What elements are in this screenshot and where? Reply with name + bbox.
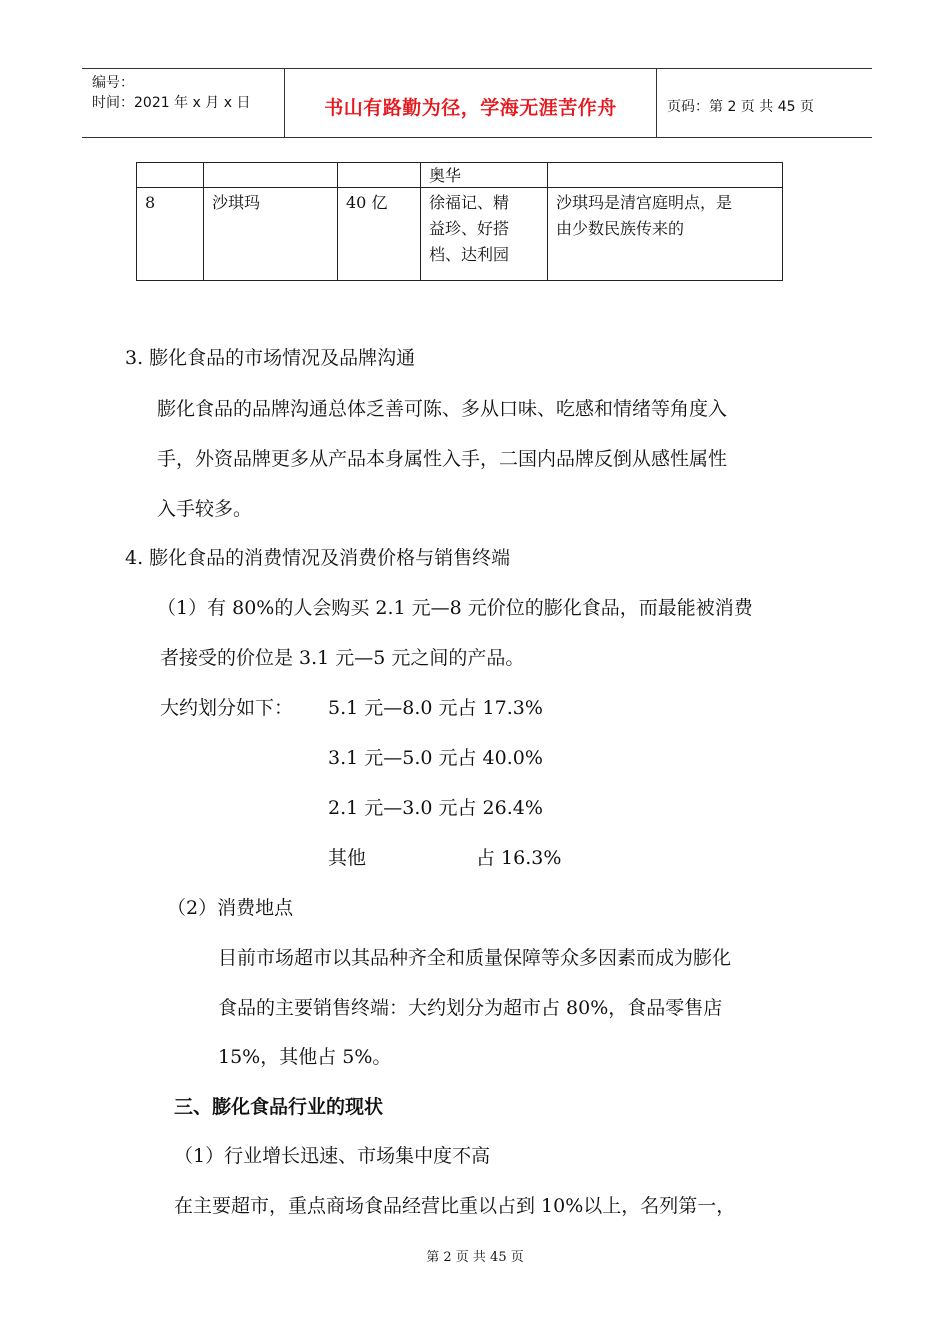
section-3-body-line: 入手较多。 xyxy=(157,498,253,520)
section-4-p2-line: 15%，其他占 5%。 xyxy=(218,1046,392,1068)
table-row xyxy=(137,163,783,188)
table-cell xyxy=(338,163,421,188)
page-header xyxy=(82,68,872,138)
table-cell xyxy=(204,163,338,188)
table-cell xyxy=(548,163,783,188)
header-motto: 书山有路勤为径，学海无涯苦作舟 xyxy=(285,69,657,137)
section-4-p2-line: 目前市场超市以其品种齐全和质量保障等众多因素而成为膨化 xyxy=(218,947,732,969)
brand-line: 档、达利园 xyxy=(429,245,510,264)
table-cell-name: 沙琪玛 xyxy=(204,188,338,281)
note-line: 沙琪玛是清宫庭明点，是 xyxy=(556,193,733,212)
section-4-p1-line: （1）有 80%的人会购买 2.1 元—8 元价位的膨化食品，而最能被消费 xyxy=(157,597,753,619)
price-other-label: 其他 xyxy=(328,847,367,869)
part-3-subtitle: （1）行业增长迅速、市场集中度不高 xyxy=(174,1145,491,1167)
table-cell-size: 40 亿 xyxy=(338,188,421,281)
table-row xyxy=(137,188,783,281)
table-cell-no: 8 xyxy=(137,188,204,281)
table-cell-note xyxy=(548,188,783,281)
page-footer: 第 2 页 共 45 页 xyxy=(426,1250,524,1265)
table-cell xyxy=(137,163,204,188)
price-range: 2.1 元—3.0 元占 26.4% xyxy=(328,797,543,819)
price-other-value: 占 16.3% xyxy=(476,847,562,869)
price-range: 5.1 元—8.0 元占 17.3% xyxy=(328,697,543,719)
header-number-label: 编号： xyxy=(92,75,134,91)
section-4-title: 4. 膨化食品的消费情况及消费价格与销售终端 xyxy=(125,547,511,569)
brand-table xyxy=(136,162,783,281)
section-3-title: 3. 膨化食品的市场情况及品牌沟通 xyxy=(125,347,416,369)
note-line: 由少数民族传来的 xyxy=(556,219,685,238)
price-intro: 大约划分如下： xyxy=(160,697,294,719)
header-meta xyxy=(82,69,285,137)
part-3-title: 三、膨化食品行业的现状 xyxy=(174,1096,384,1118)
table-cell-brands xyxy=(421,188,548,281)
section-4-p1-line: 者接受的价位是 3.1 元—5 元之间的产品。 xyxy=(160,647,525,669)
header-time-label: 时间：2021 年 x 月 x 日 xyxy=(92,95,251,111)
section-3-body-line: 膨化食品的品牌沟通总体乏善可陈、多从口味、吃感和情绪等角度入 xyxy=(157,398,728,420)
section-3-body-line: 手，外资品牌更多从产品本身属性入手，二国内品牌反倒从感性属性 xyxy=(157,448,728,470)
part-3-body: 在主要超市，重点商场食品经营比重以占到 10%以上，名列第一， xyxy=(174,1195,736,1217)
brand-line: 益珍、好搭 xyxy=(429,219,510,238)
section-4-p2-title: （2）消费地点 xyxy=(167,897,294,919)
brand-line: 徐福记、精 xyxy=(429,193,510,212)
section-4-p2-line: 食品的主要销售终端：大约划分为超市占 80%，食品零售店 xyxy=(218,997,723,1019)
header-page-info: 页码：第 2 页 共 45 页 xyxy=(667,99,814,115)
price-range: 3.1 元—5.0 元占 40.0% xyxy=(328,747,543,769)
table-cell: 奥华 xyxy=(421,163,548,188)
